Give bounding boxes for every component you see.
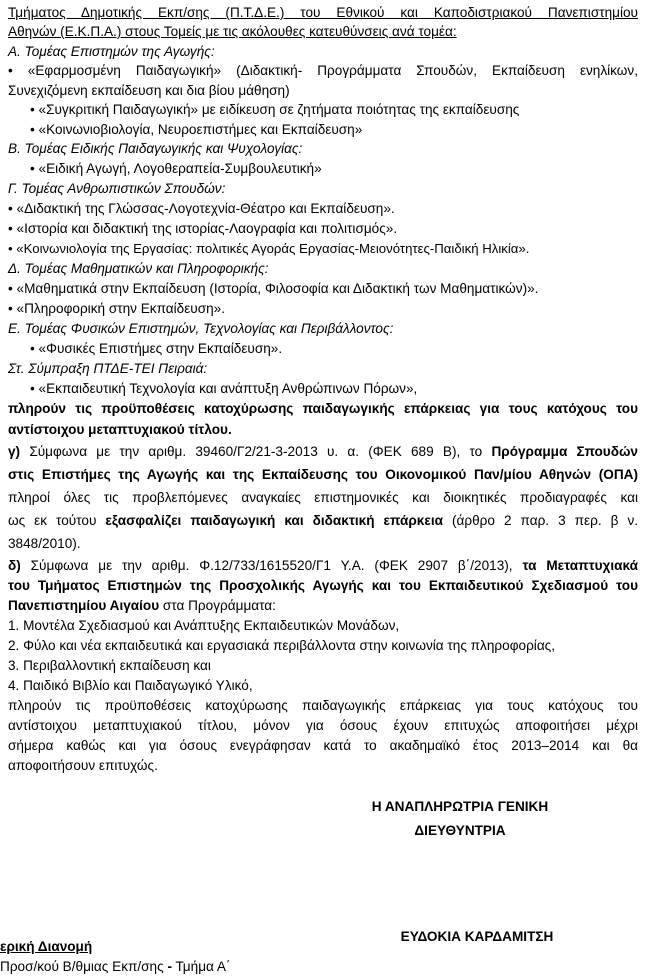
distribution-department: Τμήμα Α΄: [175, 959, 231, 974]
sector-b-item-1: • «Ειδική Αγωγή, Λογοθεραπεία-Συμβουλευτική»: [30, 161, 322, 176]
para-d-conclusion-3: σήμερα καθώς και για όσους ενεγράφησαν κατά το ακαδημαϊκό έτος 2013–2014 και θα: [8, 738, 638, 753]
program-item-4: 4. Παιδικό Βιβλίο και Παιδαγωγικό Υλικό,: [8, 678, 253, 693]
para-d-conclusion-4: αποφοιτήσουν επιτυχώς.: [8, 758, 158, 773]
sector-f-title: Στ. Σύμπραξη ΠΤΔΕ-ΤΕΙ Πειραιά:: [8, 361, 208, 376]
sector-d-item-2: • «Πληροφορική στην Εκπαίδευση».: [8, 301, 225, 316]
para-g-line-5: 3848/2010).: [8, 536, 81, 551]
para-d-text: Σύμφωνα με την αριθμ. Φ.12/733/1615520/Γ1 Υ.Α. (ΦΕΚ 2907 β΄/2013),: [30, 558, 513, 573]
sector-a-item-1-cont: Συνεχιζόμενη εκπαίδευση και δια βίου μάθηση): [8, 83, 290, 98]
sector-a-item-2: • «Συγκριτική Παιδαγωγική» με ειδίκευση σε ζητήματα ποιότητας της εκπαίδευσης: [30, 102, 520, 117]
sector-c-item-1: • «Διδακτική της Γλώσσας-Λογοτεχνία-Θέατρο και Εκπαίδευση».: [8, 201, 395, 216]
intro-line-1: Τμήματος Δημοτικής Εκπ/σης (Π.Τ.Δ.Ε.) του Εθνικού και Καποδιστριακού Πανεπιστημίου: [8, 5, 638, 20]
conclusion-line-1: πληρούν τις προϋποθέσεις κατοχύρωσης παιδαγωγικής επάρκειας για τους κατόχους του: [8, 401, 638, 416]
para-d-university: Πανεπιστημίου Αιγαίου: [8, 598, 160, 613]
sector-e-item-1: • «Φυσικές Επιστήμες στην Εκπαίδευση».: [30, 341, 283, 356]
para-g-program: Πρόγραμμα Σπουδών: [491, 444, 638, 459]
sector-b-title: Β. Τομέας Ειδικής Παιδαγωγικής και Ψυχολογίας:: [8, 141, 303, 156]
para-g-adequacy: εξασφαλίζει παιδαγωγική και διδακτική επάρκεια: [105, 513, 443, 528]
sector-e-title: Ε. Τομέας Φυσικών Επιστημών, Τεχνολογίας και Περιβάλλοντος:: [8, 321, 394, 336]
program-item-2: 2. Φύλο και νέα εκπαιδευτικά και εργασιακά περιβάλλοντα στην κοινωνία της πληροφορίας,: [8, 638, 556, 653]
sector-c-item-2: • «Ιστορία και διδακτική της ιστορίας-Λαογραφία και πολιτισμός».: [8, 221, 398, 236]
para-g-label: γ): [8, 444, 21, 459]
distribution-heading: ερική Διανομή: [0, 939, 93, 954]
para-d-conclusion-2: αντίστοιχου μεταπτυχιακού τίτλου, μόνον για όσους έχουν επιτυχώς αποφοιτήσει μέχρι: [8, 718, 638, 733]
conclusion-line-2: αντίστοιχου μεταπτυχιακού τίτλου.: [8, 422, 232, 437]
sector-c-item-3: • «Κοινωνιολογία της Εργασίας: πολιτικές Αγοράς Εργασίας-Μειονότητες-Παιδική Ηλικία».: [8, 241, 530, 256]
para-g-line-3: πληροί όλες τις προβλεπόμενες αναγκαίες επιστημονικές και διοικητικές προδιαγραφές και: [8, 490, 638, 505]
sector-a-title: Α. Τομέας Επιστημών της Αγωγής:: [8, 44, 215, 59]
intro-line-2: Αθηνών (Ε.Κ.Π.Α.) στους Τομείς με τις ακόλουθες κατευθύνσεις ανά τομέα:: [8, 24, 457, 39]
sector-d-title: Δ. Τομέας Μαθηματικών και Πληροφορικής:: [8, 261, 269, 276]
sector-a-item-3: • «Κοινωνιοβιολογία, Νευροεπιστήμες και Εκπαίδευση»: [30, 122, 363, 137]
para-d-line-1: [8, 557, 638, 575]
para-g-line-2: στις Επιστήμες της Αγωγής και της Εκπαίδευσης του Οικονομικού Παν/μίου Αθηνών (ΟΠΑ): [8, 467, 638, 482]
para-d-postgrad: τα Μεταπτυχιακά: [522, 558, 638, 573]
sector-a-item-1: • «Εφαρμοσμένη Παιδαγωγική» (Διδακτική- Προγράμματα Σπουδών, Εκπαίδευση ενηλίκων,: [8, 63, 638, 78]
distribution-separator: -: [167, 959, 172, 974]
para-g-pre: ως εκ τούτου: [8, 513, 97, 528]
para-g-line-1: [8, 443, 638, 461]
para-d-label: δ): [8, 558, 21, 573]
signature-role-2: ΔΙΕΥΘΥΝΤΡΙΑ: [414, 823, 506, 838]
distribution-recipient: Προσ/κού Β/θμιας Εκπ/σης: [0, 959, 164, 974]
sector-f-item-1: • «Εκπαιδευτική Τεχνολογία και ανάπτυξη Ανθρώπινων Πόρων»,: [30, 381, 418, 396]
para-d-line-2: του Τμήματος Επιστημών της Προσχολικής Αγωγής και του Εκπαιδευτικού Σχεδιασμού του: [8, 578, 638, 593]
para-g-line-4: [8, 512, 638, 530]
signature-name: ΕΥΔΟΚΙΑ ΚΑΡΔΑΜΙΤΣΗ: [400, 929, 554, 944]
para-g-text: Σύμφωνα με την αριθμ. 39460/Γ2/21-3-2013 υ. α. (ΦΕΚ 689 Β), το: [29, 444, 483, 459]
program-item-3: 3. Περιβαλλοντική εκπαίδευση και: [8, 658, 211, 673]
distribution-line-1: [0, 958, 231, 976]
para-d-conclusion-1: πληρούν τις προϋποθέσεις κατοχύρωσης παιδαγωγικής επάρκειας για τους κατόχους του: [8, 698, 638, 713]
para-g-post: (άρθρο 2 παρ. 3 περ. β ν.: [451, 513, 639, 528]
para-d-line-3: [8, 597, 276, 615]
sector-c-title: Γ. Τομέας Ανθρωπιστικών Σπουδών:: [8, 181, 226, 196]
signature-role-1: Η ΑΝΑΠΛΗΡΩΤΡΙΑ ΓΕΝΙΚΗ: [371, 799, 549, 814]
para-d-programs-intro: στα Προγράμματα:: [162, 598, 276, 613]
sector-d-item-1: • «Μαθηματικά στην Εκπαίδευση (Ιστορία, Φιλοσοφία και Διδακτική των Μαθηματικών)».: [8, 281, 539, 296]
program-item-1: 1. Μοντέλα Σχεδιασμού και Ανάπτυξης Εκπαιδευτικών Μονάδων,: [8, 618, 400, 633]
